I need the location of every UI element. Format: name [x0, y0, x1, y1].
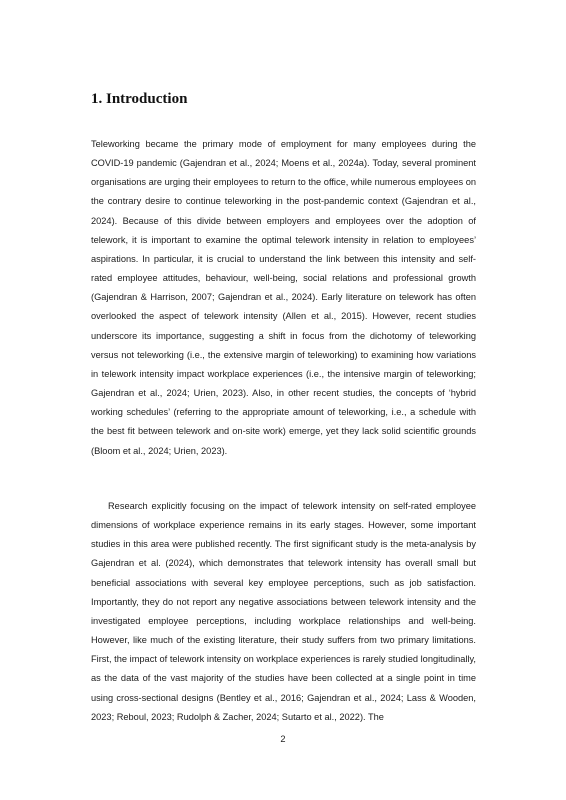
body-paragraph-2: Research explicitly focusing on the impact of telework intensity on self-rated employee dimensions of workplace experience remains in its early stages. However, some important studies in this area were published recently. The first significant study is the meta-analysis by Gajendran et al. (2024), which demonstrates that telework intensity has overall small but beneficial associations with several key employee perceptions, such as job satisfaction. Importantly, they do not report any negative associations between telework intensity and the investigated employee perceptions, including workplace relationships and well-being. However, like much of the existing literature, their study suffers from two primary limitations. First, the impact of telework intensity on workplace experiences is rarely studied longitudinally, as the data of the vast majority of the studies have been collected at a single point in time using cross-sectional designs (Bentley et al., 2016; Gajendran et al., 2024; Lass & Wooden, 2023; Reboul, 2023; Rudolph & Zacher, 2024; Sutarto et al., 2022). The: [91, 501, 476, 722]
body-paragraph-1: Teleworking became the primary mode of employment for many employees during the COVID-19 pandemic (Gajendran et al., 2024; Moens et al., 2024a). Today, several prominent organisations are urging their employees to return to the office, while numerous employees on the contrary desire to continue teleworking in the post-pandemic context (Gajendran et al., 2024). Because of this divide between employers and employees over the adoption of telework, it is important to examine the optimal telework intensity in relation to employees’ aspirations. In particular, it is crucial to understand the link between this intensity and self-rated employee attitudes, behaviour, well-being, social relations and professional growth (Gajendran & Harrison, 2007; Gajendran et al., 2024). Early literature on telework has often overlooked the aspect of telework intensity (Allen et al., 2015). However, recent studies underscore its importance, suggesting a shift in focus from the dichotomy of teleworking versus not teleworking (i.e., the extensive margin of teleworking) to examining how variations in telework intensity impact workplace experiences (i.e., the intensive margin of teleworking; Gajendran et al., 2024; Urien, 2023). Also, in other recent studies, the concepts of ‘hybrid working schedules’ (referring to the appropriate amount of teleworking, i.e., a schedule with the best fit between telework and on-site work) emerge, yet they lack solid scientific grounds (Bloom et al., 2024; Urien, 2023).: [91, 139, 476, 456]
section-heading: 1. Introduction: [91, 91, 188, 107]
page-number: 2: [280, 734, 286, 744]
